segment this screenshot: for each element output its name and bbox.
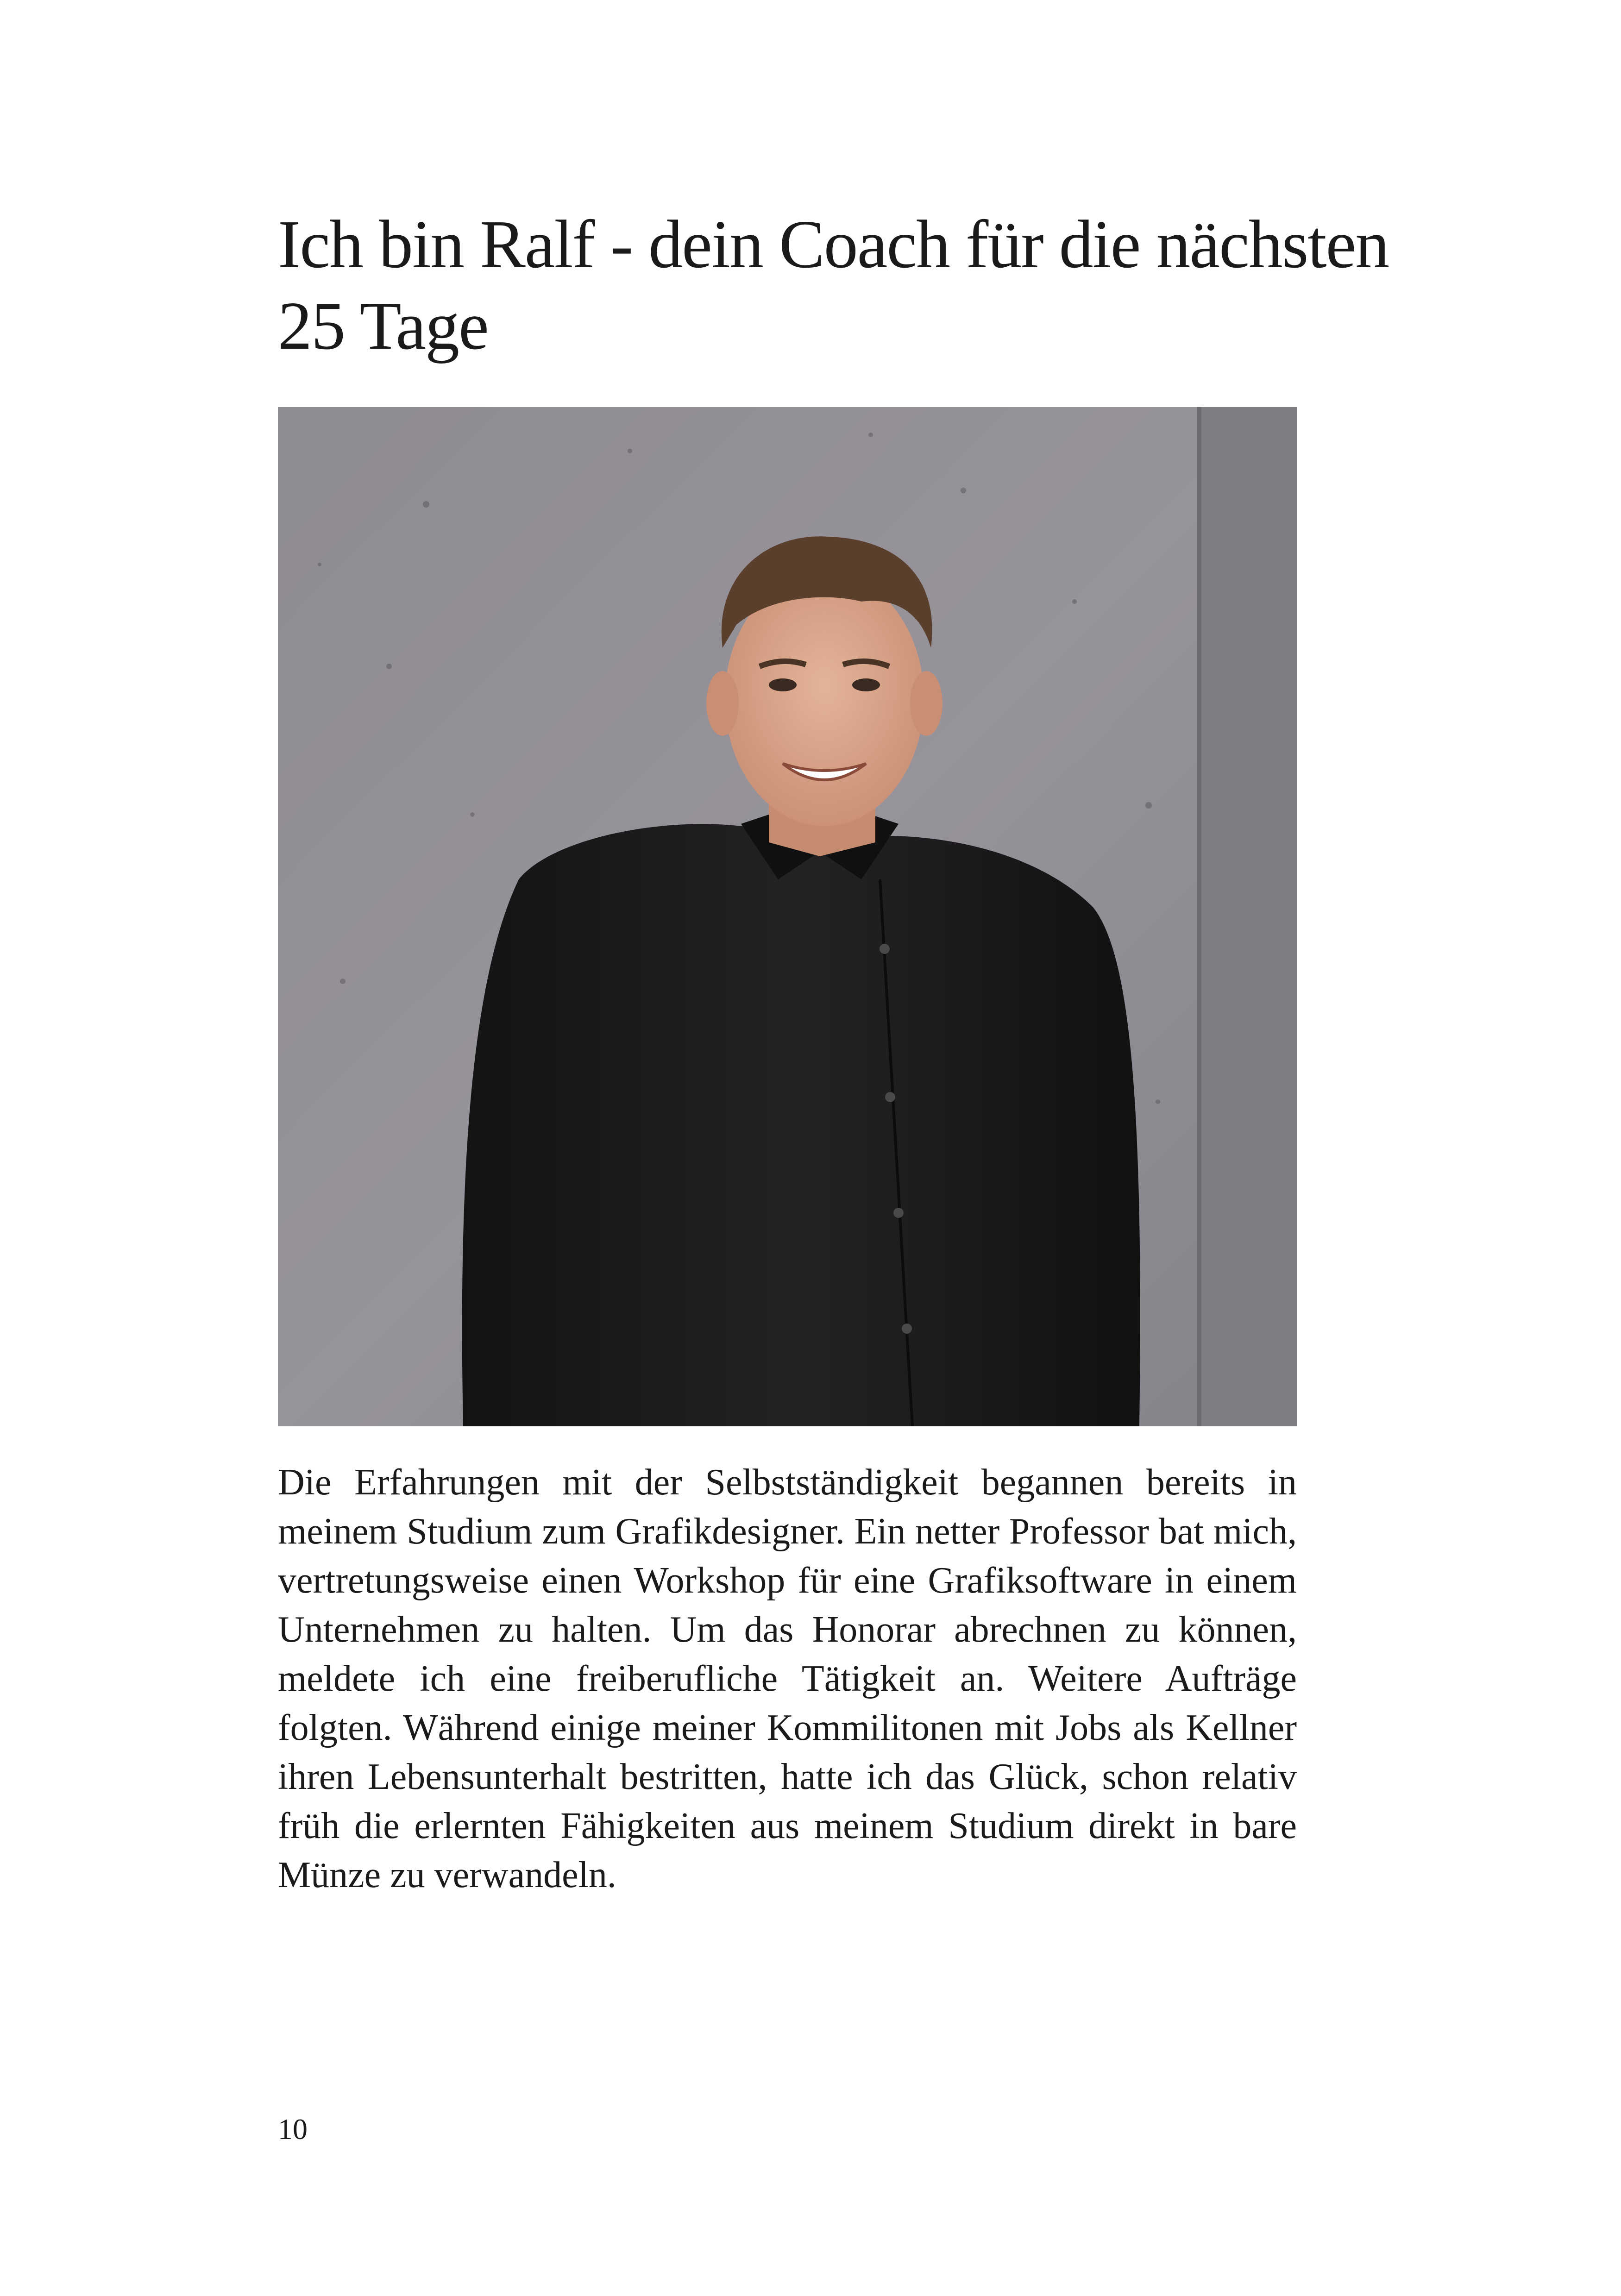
portrait-photo	[278, 407, 1297, 1426]
portrait-illustration	[278, 407, 1297, 1426]
right-eye	[852, 678, 880, 691]
right-ear	[910, 671, 942, 736]
black-shirt	[462, 824, 1140, 1426]
wall-column	[1200, 407, 1297, 1426]
left-eye	[769, 678, 797, 691]
page-number: 10	[278, 2113, 308, 2145]
page-title: Ich bin Ralf - dein Coach für die nächsten 25 Tage	[278, 207, 1389, 364]
wall-seam	[1197, 407, 1201, 1426]
body-paragraph: Die Erfahrungen mit der Selbstständigkeit begannen bereits in meinem Studium zum Grafikdesigner. Ein netter Professor bat mich, vertretungsweise einen Workshop für eine Grafiksoftware in einem Unternehmen zu halten. Um das Honorar abrechnen zu können, meldete ich eine freiberufliche Tätigkeit an. Weitere Aufträge folgten. Während einige meiner Kommilitonen mit Jobs als Kellner ihren Lebensunterhalt bestritten, hatte ich das Glück, schon relativ früh die erlernten Fähigkeiten aus meinem Studium direkt in bare Münze zu verwandeln.	[278, 1462, 1297, 1895]
left-ear	[706, 671, 739, 736]
